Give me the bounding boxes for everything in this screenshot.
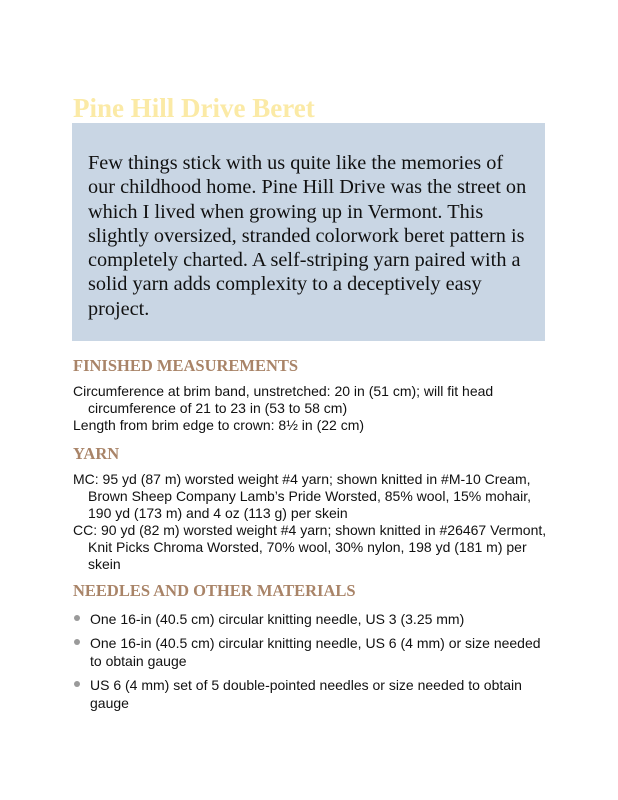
needles-list [73, 610, 553, 712]
bullet-icon [74, 639, 80, 645]
yarn-cc: CC: 90 yd (82 m) worsted weight #4 yarn; shown knitted in #26467 Vermont, Knit Picks Chroma Worsted, 70% wool, 30% nylon, 198 yd (181 m) per skein [73, 522, 547, 572]
needles-heading: NEEDLES AND OTHER MATERIALS [73, 581, 356, 600]
finished-measurements-heading: FINISHED MEASUREMENTS [73, 356, 299, 375]
measurement-circumference: Circumference at brim band, unstretched: 20 in (51 cm); will fit head circumference of 21 to 23 in (53 to 58 cm) [73, 383, 494, 416]
finished-measurements-section [73, 356, 553, 434]
bullet-icon [74, 615, 80, 621]
needles-section [73, 581, 553, 718]
measurement-length: Length from brim edge to crown: 8½ in (22 cm) [73, 417, 365, 433]
page-title: Pine Hill Drive Beret [73, 93, 315, 124]
yarn-section [73, 444, 553, 573]
bullet-icon [74, 681, 80, 687]
list-item [73, 634, 553, 670]
intro-box [72, 123, 545, 341]
list-item-text: US 6 (4 mm) set of 5 double-pointed needles or size needed to obtain gauge [90, 677, 522, 711]
list-item-text: One 16-in (40.5 cm) circular knitting needle, US 6 (4 mm) or size needed to obtain gauge [90, 635, 541, 669]
yarn-heading: YARN [73, 444, 120, 463]
intro-text: Few things stick with us quite like the memories of our childhood home. Pine Hill Drive was the street on which I lived when growing up in Vermont. This slightly oversized, stranded colorwork beret pattern is completely charted. A self-striping yarn paired with a solid yarn adds complexity to a deceptively easy project. [88, 152, 527, 320]
list-item [73, 676, 553, 712]
yarn-mc: MC: 95 yd (87 m) worsted weight #4 yarn; shown knitted in #M-10 Cream, Brown Sheep Company Lamb’s Pride Worsted, 85% wool, 15% mohair, 190 yd (173 m) and 4 oz (113 g) per skein [73, 471, 532, 521]
list-item [73, 610, 553, 628]
list-item-text: One 16-in (40.5 cm) circular knitting needle, US 3 (3.25 mm) [90, 611, 465, 627]
